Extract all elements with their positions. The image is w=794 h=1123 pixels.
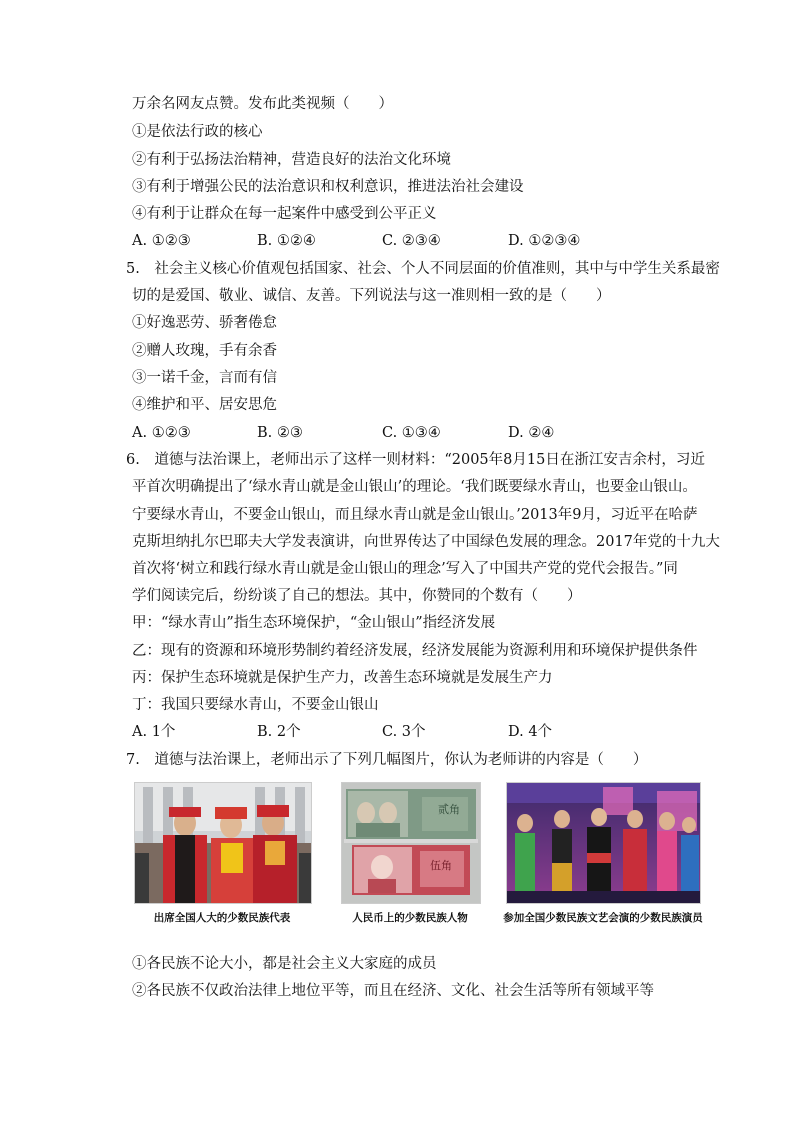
- q5-option-c[interactable]: C. ①③④: [382, 425, 441, 441]
- banknote-top-denomination: 贰角: [438, 803, 460, 816]
- q7-item-2: ②各民族不仅政治法律上地位平等，而且在经济、文化、社会生活等所有领域平等: [132, 983, 654, 999]
- banknote-bottom-denomination: 伍角: [430, 859, 452, 872]
- q6-stem-line-2: 平首次明确提出了‘绿水青山就是金山银山’的理论。‘我们既要绿水青山，也要金山银山。: [132, 479, 697, 495]
- q6-stem-line-4: 克斯坦纳扎尔巴耶夫大学发表演讲，向世界传达了中国绿色发展的理念。2017年党的十九大: [132, 534, 720, 550]
- q6-item-bing: 丙：保护生态环境就是保护生产力，改善生态环境就是发展生产力: [132, 670, 553, 686]
- q5-stem-line-2: 切的是爱国、敬业、诚信、友善。下列说法与这一准则相一致的是（ ）: [132, 288, 611, 304]
- caption-delegates: 出席全国人大的少数民族代表: [153, 912, 291, 924]
- q5-item-2: ②赠人玫瑰，手有余香: [132, 343, 277, 359]
- q4-item-3: ③有利于增强公民的法治意识和权利意识，推进法治社会建设: [132, 179, 524, 195]
- q4-option-c[interactable]: C. ②③④: [382, 233, 441, 249]
- q7-stem: 7. 道德与法治课上，老师出示了下列几幅图片，你认为老师讲的内容是（ ）: [126, 752, 648, 768]
- q5-option-b[interactable]: B. ②③: [257, 425, 303, 441]
- q5-option-a[interactable]: A. ①②③: [132, 425, 191, 441]
- q6-item-jia: 甲：“绿水青山”指生态环境保护，“金山银山”指经济发展: [132, 615, 496, 631]
- q6-option-c[interactable]: C. 3个: [382, 724, 426, 740]
- q4-item-4: ④有利于让群众在每一起案件中感受到公平正义: [132, 206, 437, 222]
- q4-option-a[interactable]: A. ①②③: [132, 233, 191, 249]
- q6-stem-line-3: 宁要绿水青山，不要金山银山，而且绿水青山就是金山银山。’2013年9月，习近平在哈萨: [132, 507, 698, 523]
- q6-option-a[interactable]: A. 1个: [132, 724, 176, 740]
- performers-photo: [506, 782, 701, 904]
- q6-option-d[interactable]: D. 4个: [508, 724, 553, 740]
- q4-stem-end: 万余名网友点赞。发布此类视频（ ）: [132, 96, 393, 112]
- q6-stem-line-1: 6. 道德与法治课上，老师出示了这样一则材料：“2005年8月15日在浙江安吉余村，习近: [126, 452, 705, 468]
- q5-stem-line-1: 5. 社会主义核心价值观包括国家、社会、个人不同层面的价值准则，其中与中学生关系最密: [126, 261, 720, 277]
- banknotes-photo: [341, 782, 481, 904]
- q5-item-4: ④维护和平、居安思危: [132, 397, 277, 413]
- q4-item-1: ①是依法行政的核心: [132, 124, 263, 140]
- q5-options: [132, 423, 652, 443]
- q6-item-yi: 乙：现有的资源和环境形势制约着经济发展，经济发展能为资源利用和环境保护提供条件: [132, 643, 698, 659]
- q4-option-d[interactable]: D. ①②③④: [508, 233, 581, 249]
- q7-item-1: ①各民族不论大小，都是社会主义大家庭的成员: [132, 956, 437, 972]
- q6-stem-line-5: 首次将‘树立和践行绿水青山就是金山银山的理念’写入了中国共产党的党代会报告。”同: [132, 561, 678, 577]
- q5-option-d[interactable]: D. ②④: [508, 425, 555, 441]
- delegates-photo: [134, 782, 312, 904]
- caption-performers: 参加全国少数民族文艺会演的少数民族演员: [503, 912, 703, 924]
- q6-options: [132, 722, 652, 742]
- q6-item-ding: 丁：我国只要绿水青山，不要金山银山: [132, 697, 379, 713]
- q5-item-3: ③一诺千金，言而有信: [132, 370, 277, 386]
- q4-item-2: ②有利于弘扬法治精神，营造良好的法治文化环境: [132, 152, 451, 168]
- caption-banknotes: 人民币上的少数民族人物: [352, 912, 468, 924]
- q4-options: [132, 231, 652, 251]
- q6-stem-line-6: 学们阅读完后，纷纷谈了自己的想法。其中，你赞同的个数有（ ）: [132, 588, 582, 604]
- q5-item-1: ①好逸恶劳、骄奢倦怠: [132, 315, 277, 331]
- q6-option-b[interactable]: B. 2个: [257, 724, 301, 740]
- q4-option-b[interactable]: B. ①②④: [257, 233, 316, 249]
